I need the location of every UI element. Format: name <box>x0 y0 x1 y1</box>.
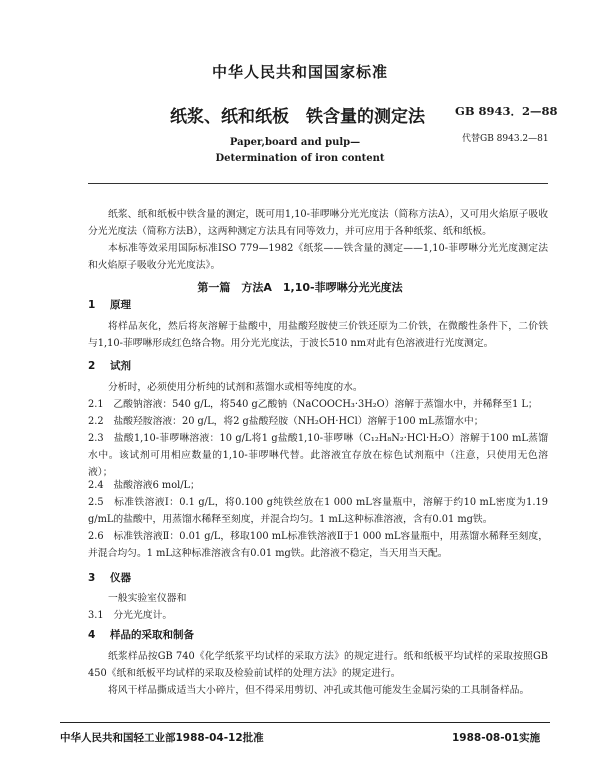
section-1-heading <box>88 297 131 312</box>
item-2-1: 2.1 乙酸钠溶液：540 g/L，将540 g乙酸钠（NaCOOCH₃·3H₂O）溶解于蒸馏水中，并稀释至1 L； <box>88 399 538 410</box>
section-4-paragraph-2: 将风干样品撕成适当大小碎片，但不得采用剪切、冲孔或其他可能发生金属污染的工具制备样品。 <box>108 685 530 696</box>
section-number: 1 <box>88 299 96 311</box>
section-title: 试剂 <box>110 360 131 372</box>
item-2-6: 2.6 标准铁溶液Ⅱ：0.01 g/L，移取100 mL标准铁溶液Ⅱ于1 000 mL容量瓶中，用蒸馏水稀释至刻度，并混合均匀。1 mL这种标准溶液含有0.01 mg铁。此溶液不稳定，当天用当天配。 <box>88 531 548 559</box>
footer-divider <box>60 722 550 723</box>
standard-organization: 中华人民共和国国家标准 <box>211 63 388 81</box>
document-title-en-line2: Determination of iron content <box>215 153 385 164</box>
header-divider <box>88 183 548 184</box>
section-title: 样品的采取和制备 <box>110 629 194 641</box>
section-1-text: 将样品灰化，然后将灰溶解于盐酸中，用盐酸羟胺使三价铁还原为二价铁，在微酸性条件下，二价铁与1,10-菲啰啉形成红色络合物。用分光光度法，于波长510 nm对此有色溶液进行光度测定。 <box>88 321 548 349</box>
section-4-heading <box>88 627 194 642</box>
section-number: 3 <box>88 572 96 584</box>
section-3-intro: 一般实验室仪器和 <box>108 593 187 604</box>
part-title: 第一篇 方法A 1,10-菲啰啉分光光度法 <box>197 281 403 294</box>
document-title-en-line1: Paper,board and pulp— <box>229 137 361 148</box>
replaces-standard: 代替GB 8943.2—81 <box>462 134 549 144</box>
implementation-date: 1988-08-01实施 <box>452 732 541 744</box>
section-title: 仪器 <box>110 572 131 584</box>
document-title-cn: 纸浆、纸和纸板 铁含量的测定法 <box>170 107 425 127</box>
section-number: 4 <box>88 629 96 641</box>
section-title: 原理 <box>110 299 131 311</box>
intro-paragraph-1: 纸浆、纸和纸板中铁含量的测定，既可用1,10-菲啰啉分光光度法（简称方法A），又可用火焰原子吸收分光光度法（简称方法B），这两种测定方法具有同等效力，并可应用于各种纸浆、纸和纸板。 <box>88 209 548 237</box>
item-2-4: 2.4 盐酸溶液6 mol/L； <box>88 480 200 491</box>
section-number: 2 <box>88 360 96 372</box>
section-2-intro: 分析时，必须使用分析纯的试剂和蒸馏水或相等纯度的水。 <box>108 382 363 393</box>
item-2-2: 2.2 盐酸羟胺溶液：20 g/L，将2 g盐酸羟胺（NH₂OH·HCl）溶解于100 mL蒸馏水中； <box>88 416 484 427</box>
item-2-3: 2.3 盐酸1,10-菲啰啉溶液：10 g/L将1 g盐酸1,10-菲啰啉（C₁₂H₈N₂·HCl·H₂O）溶解于100 mL蒸馏水中。该试剂可用相应数量的1,10-菲啰啉代替。此溶液宜存放在棕色试剂瓶中（注意，只使用无色溶液）； <box>88 433 548 478</box>
item-3-1: 3.1 分光光度计。 <box>88 610 173 621</box>
standard-number: GB 8943．2—88 <box>455 104 558 118</box>
section-2-heading <box>88 358 131 373</box>
section-3-heading <box>88 570 131 585</box>
intro-paragraph-2: 本标准等效采用国际标准ISO 779—1982《纸浆——铁含量的测定——1,10-菲啰啉分光光度测定法和火焰原子吸收分光光度法》。 <box>88 243 548 271</box>
section-4-paragraph-1: 纸浆样品按GB 740《化学纸浆平均试样的采取方法》的规定进行。纸和纸板平均试样的采取按照GB 450《纸和纸板平均试样的采取及检验前试样的处理方法》的规定进行。 <box>88 651 548 679</box>
approval-statement: 中华人民共和国轻工业部1988-04-12批准 <box>60 732 264 744</box>
item-2-5: 2.5 标准铁溶液Ⅰ：0.1 g/L，将0.100 g纯铁丝放在1 000 mL容量瓶中，溶解于约10 mL密度为1.19 g/mL的盐酸中，用蒸馏水稀释至刻度，并混合均匀。1 mL这种标准溶液，含有0.01 mg铁。 <box>88 497 548 525</box>
